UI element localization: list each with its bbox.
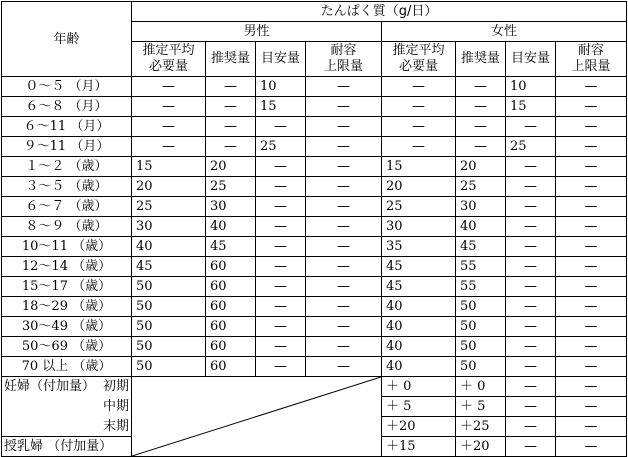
female-value-3: —: [556, 117, 627, 137]
table-row: [2, 237, 627, 257]
female-value-1: ＋25: [456, 417, 506, 437]
pregnancy-stage: 中期: [102, 399, 129, 414]
protein-intake-table: [1, 1, 627, 457]
female-value-1: 30: [456, 197, 506, 217]
male-value-0: 15: [132, 157, 206, 177]
female-value-3: —: [556, 137, 627, 157]
male-value-0: —: [132, 117, 206, 137]
male-value-2: —: [256, 277, 306, 297]
female-col-header-2: 目安量: [506, 42, 556, 77]
female-value-2: —: [506, 237, 556, 257]
female-value-1: 25: [456, 177, 506, 197]
female-value-0: 40: [382, 357, 456, 377]
female-value-3: —: [556, 257, 627, 277]
female-value-2: —: [506, 177, 556, 197]
male-value-3: —: [306, 357, 382, 377]
male-value-3: —: [306, 237, 382, 257]
male-value-1: 60: [206, 317, 256, 337]
female-value-1: —: [456, 137, 506, 157]
age-cell: ６～７ （歳）: [2, 197, 132, 217]
male-value-3: —: [306, 217, 382, 237]
female-value-0: 35: [382, 237, 456, 257]
male-value-1: 60: [206, 357, 256, 377]
female-value-3: —: [556, 337, 627, 357]
male-value-1: 60: [206, 277, 256, 297]
female-value-3: —: [556, 317, 627, 337]
table-row: [2, 117, 627, 137]
female-value-2: —: [506, 157, 556, 177]
male-value-0: 50: [132, 317, 206, 337]
male-col-header-2: 目安量: [256, 42, 306, 77]
female-value-3: —: [556, 357, 627, 377]
male-value-1: 60: [206, 337, 256, 357]
pregnancy-label-cell: [2, 377, 132, 397]
age-cell: ６～８ （月）: [2, 97, 132, 117]
female-value-2: —: [506, 217, 556, 237]
male-value-0: 50: [132, 277, 206, 297]
male-value-1: —: [206, 97, 256, 117]
male-value-2: 10: [256, 77, 306, 97]
female-value-2: —: [506, 437, 556, 457]
female-value-2: 10: [506, 77, 556, 97]
pregnancy-row: [2, 377, 627, 397]
female-value-0: 40: [382, 317, 456, 337]
male-value-2: —: [256, 117, 306, 137]
male-value-1: 60: [206, 257, 256, 277]
female-value-2: —: [506, 117, 556, 137]
table-row: [2, 177, 627, 197]
female-value-0: —: [382, 77, 456, 97]
female-value-2: 15: [506, 97, 556, 117]
male-col-header-0: 推定平均 必要量: [132, 42, 206, 77]
male-value-3: —: [306, 197, 382, 217]
female-value-1: —: [456, 77, 506, 97]
table-row: [2, 157, 627, 177]
age-header: 年齢: [2, 2, 132, 77]
female-value-0: 45: [382, 277, 456, 297]
age-cell: 18～29 （歳）: [2, 297, 132, 317]
age-cell: ０～５ （月）: [2, 77, 132, 97]
male-value-2: —: [256, 317, 306, 337]
pregnancy-stage: 初期: [102, 379, 129, 395]
female-value-3: —: [556, 417, 627, 437]
male-value-0: 50: [132, 297, 206, 317]
protein-table-container: [1, 1, 627, 457]
age-cell: 30～49 （歳）: [2, 317, 132, 337]
age-cell: ８～９ （歳）: [2, 217, 132, 237]
male-col-header-1: 推奨量: [206, 42, 256, 77]
female-value-2: —: [506, 317, 556, 337]
female-value-0: —: [382, 117, 456, 137]
male-value-2: —: [256, 337, 306, 357]
female-value-3: —: [556, 237, 627, 257]
female-value-3: —: [556, 377, 627, 397]
male-not-applicable-cell: [132, 377, 382, 457]
female-value-2: —: [506, 377, 556, 397]
female-value-1: 55: [456, 257, 506, 277]
female-value-2: —: [506, 277, 556, 297]
male-value-3: —: [306, 117, 382, 137]
female-value-3: —: [556, 217, 627, 237]
female-value-1: 55: [456, 277, 506, 297]
diagonal-line: [132, 377, 381, 456]
female-value-1: ＋ 0: [456, 377, 506, 397]
male-value-2: —: [256, 357, 306, 377]
male-value-1: 25: [206, 177, 256, 197]
table-row: [2, 197, 627, 217]
female-value-0: ＋ 0: [382, 377, 456, 397]
female-value-3: —: [556, 97, 627, 117]
male-value-2: —: [256, 157, 306, 177]
male-value-2: —: [256, 297, 306, 317]
female-value-0: 45: [382, 257, 456, 277]
female-value-3: —: [556, 157, 627, 177]
male-value-1: 20: [206, 157, 256, 177]
age-cell: 10～11 （歳）: [2, 237, 132, 257]
male-value-2: 15: [256, 97, 306, 117]
male-value-2: —: [256, 177, 306, 197]
female-value-0: —: [382, 97, 456, 117]
male-value-0: —: [132, 137, 206, 157]
male-value-1: —: [206, 137, 256, 157]
male-value-3: —: [306, 277, 382, 297]
table-row: [2, 217, 627, 237]
female-value-1: 50: [456, 317, 506, 337]
female-value-3: —: [556, 177, 627, 197]
age-cell: 70 以上 （歳）: [2, 357, 132, 377]
male-value-1: 45: [206, 237, 256, 257]
female-value-2: —: [506, 257, 556, 277]
age-cell: 15～17 （歳）: [2, 277, 132, 297]
female-value-0: ＋ 5: [382, 397, 456, 417]
male-col-header-3: 耐容 上限量: [306, 42, 382, 77]
female-value-1: 50: [456, 337, 506, 357]
female-value-3: —: [556, 197, 627, 217]
female-value-0: 30: [382, 217, 456, 237]
male-value-1: 60: [206, 297, 256, 317]
lactation-label: 授乳婦 （付加量）: [2, 437, 132, 457]
male-value-0: 50: [132, 357, 206, 377]
age-cell: ６～11 （月）: [2, 117, 132, 137]
table-row: [2, 97, 627, 117]
male-value-2: —: [256, 237, 306, 257]
male-value-3: —: [306, 317, 382, 337]
male-value-0: —: [132, 77, 206, 97]
age-cell: ３～５ （歳）: [2, 177, 132, 197]
female-value-2: —: [506, 197, 556, 217]
female-value-2: —: [506, 297, 556, 317]
female-value-3: —: [556, 297, 627, 317]
female-value-0: —: [382, 137, 456, 157]
male-value-1: —: [206, 117, 256, 137]
female-value-0: 25: [382, 197, 456, 217]
protein-header: たんぱく質（g/日）: [132, 2, 627, 22]
male-value-3: —: [306, 297, 382, 317]
female-value-0: 40: [382, 337, 456, 357]
female-value-1: 40: [456, 217, 506, 237]
table-row: [2, 77, 627, 97]
pregnancy-stage: 末期: [102, 418, 129, 434]
table-row: [2, 137, 627, 157]
female-value-3: —: [556, 437, 627, 457]
male-value-2: —: [256, 197, 306, 217]
age-cell: ９～11 （月）: [2, 137, 132, 157]
age-cell: １～２ （歳）: [2, 157, 132, 177]
female-value-2: —: [506, 397, 556, 417]
female-header: 女性: [382, 22, 627, 42]
female-value-2: —: [506, 337, 556, 357]
male-value-3: —: [306, 177, 382, 197]
male-value-3: —: [306, 97, 382, 117]
male-value-0: 30: [132, 217, 206, 237]
male-value-3: —: [306, 137, 382, 157]
male-value-3: —: [306, 337, 382, 357]
female-value-1: —: [456, 97, 506, 117]
male-value-0: 50: [132, 337, 206, 357]
male-value-2: —: [256, 257, 306, 277]
female-value-2: 25: [506, 137, 556, 157]
table-row: [2, 337, 627, 357]
male-value-2: 25: [256, 137, 306, 157]
male-value-1: 40: [206, 217, 256, 237]
table-row: [2, 277, 627, 297]
female-value-3: —: [556, 77, 627, 97]
female-value-1: —: [456, 117, 506, 137]
male-value-0: —: [132, 97, 206, 117]
male-header: 男性: [132, 22, 382, 42]
age-cell: 50～69 （歳）: [2, 337, 132, 357]
female-value-2: —: [506, 357, 556, 377]
female-value-2: —: [506, 417, 556, 437]
male-value-0: 25: [132, 197, 206, 217]
pregnancy-label: 妊婦（付加量）: [4, 379, 96, 395]
female-value-0: ＋20: [382, 417, 456, 437]
female-value-0: ＋15: [382, 437, 456, 457]
female-col-header-0: 推定平均 必要量: [382, 42, 456, 77]
table-row: [2, 297, 627, 317]
female-value-3: —: [556, 277, 627, 297]
male-value-3: —: [306, 157, 382, 177]
female-value-1: 20: [456, 157, 506, 177]
female-value-3: —: [556, 397, 627, 417]
male-value-1: —: [206, 77, 256, 97]
female-value-0: 20: [382, 177, 456, 197]
female-col-header-1: 推奨量: [456, 42, 506, 77]
male-value-0: 20: [132, 177, 206, 197]
male-value-3: —: [306, 257, 382, 277]
table-row: [2, 257, 627, 277]
female-value-1: ＋20: [456, 437, 506, 457]
female-value-1: 50: [456, 297, 506, 317]
female-value-0: 15: [382, 157, 456, 177]
male-value-0: 45: [132, 257, 206, 277]
male-value-3: —: [306, 77, 382, 97]
male-value-2: —: [256, 217, 306, 237]
female-value-0: 40: [382, 297, 456, 317]
table-row: [2, 357, 627, 377]
table-row: [2, 317, 627, 337]
pregnancy-label-cell: [2, 397, 132, 417]
female-value-1: 45: [456, 237, 506, 257]
male-value-0: 40: [132, 237, 206, 257]
age-cell: 12～14 （歳）: [2, 257, 132, 277]
female-value-1: ＋ 5: [456, 397, 506, 417]
female-col-header-3: 耐容 上限量: [556, 42, 627, 77]
female-value-1: 50: [456, 357, 506, 377]
male-value-1: 30: [206, 197, 256, 217]
pregnancy-label-cell: [2, 417, 132, 437]
